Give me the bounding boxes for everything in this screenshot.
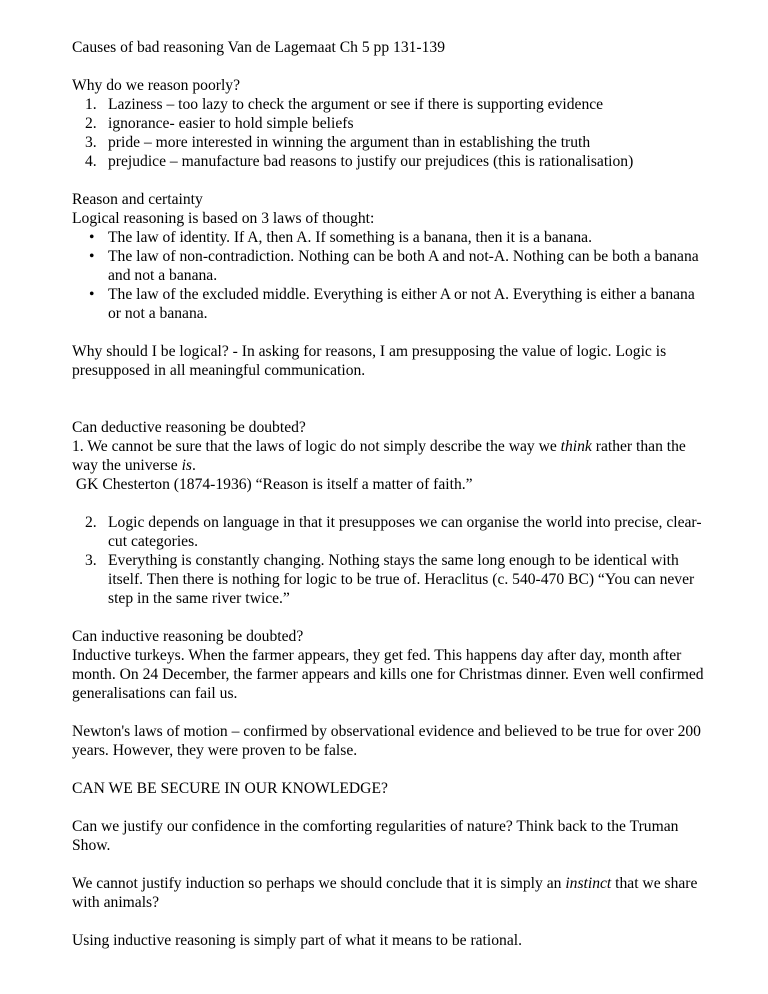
list-item [72,513,704,551]
instinct-paragraph [72,874,704,912]
list-number: 3. [85,134,97,151]
laws-list [72,228,704,323]
list-item [72,133,704,152]
deductive-point-1 [72,437,704,475]
list-item [72,95,704,114]
list-item-text: Logic depends on language in that it presupposes we can organise the world into precise, clear-cut categories. [108,514,702,550]
list-number: 2. [85,514,97,531]
emphasis-is: is [181,457,192,474]
text-run: 1. We cannot be sure that the laws of logic do not simply describe the way we [72,438,561,455]
list-item [72,114,704,133]
list-item-text: Laziness – too lazy to check the argument or see if there is supporting evidence [108,96,604,113]
emphasis-think: think [560,438,592,455]
reason-certainty-heading: Reason and certainty [72,191,203,208]
bullet-icon: • [89,248,95,265]
deductive-heading: Can deductive reasoning be doubted? [72,419,306,436]
why-poorly-list [72,95,704,171]
bullet-icon: • [89,229,95,246]
list-item [72,228,704,247]
list-number: 1. [85,96,97,113]
bullet-icon: • [89,286,95,303]
list-item-text: prejudice – manufacture bad reasons to justify our prejudices (this is rationalisation) [108,153,634,170]
justify-paragraph: Can we justify our confidence in the comforting regularities of nature? Think back to the Truman Show. [72,818,679,854]
list-item-text: The law of the excluded middle. Everything is either A or not A. Everything is either a banana or not a banana. [108,286,695,322]
laws-intro: Logical reasoning is based on 3 laws of thought: [72,210,375,227]
list-item-text: pride – more interested in winning the argument than in establishing the truth [108,134,591,151]
list-item-text: The law of identity. If A, then A. If something is a banana, then it is a banana. [108,229,592,246]
text-run: We cannot justify induction so perhaps we should conclude that it is simply an [72,875,566,892]
inductive-heading: Can inductive reasoning be doubted? [72,628,304,645]
list-number: 2. [85,115,97,132]
deductive-list [72,513,704,608]
why-poorly-heading: Why do we reason poorly? [72,77,241,94]
list-item [72,551,704,608]
list-number: 3. [85,552,97,569]
text-run: . [191,457,196,474]
why-logical-paragraph: Why should I be logical? - In asking for reasons, I am presupposing the value of logic. Logic is presupposed in all meaningful communication. [72,343,667,379]
chesterton-quote: GK Chesterton (1874-1936) “Reason is itself a matter of faith.” [72,476,473,493]
document-page [72,38,704,950]
secure-heading: CAN WE BE SECURE IN OUR KNOWLEDGE? [72,780,388,797]
document-title: Causes of bad reasoning Van de Lagemaat Ch 5 pp 131-139 [72,39,446,56]
list-item [72,152,704,171]
list-item [72,285,704,323]
list-item-text: Everything is constantly changing. Nothing stays the same long enough to be identical with itself. Then there is nothing for logic to be true of. Heraclitus (c. 540-470 BC) “You can never step in the same river twice.” [108,552,695,607]
newton-paragraph: Newton's laws of motion – confirmed by observational evidence and believed to be true for over 200 years. However, they were proven to be false. [72,723,701,759]
list-item-text: ignorance- easier to hold simple beliefs [108,115,354,132]
emphasis-instinct: instinct [565,875,612,892]
list-item [72,247,704,285]
list-number: 4. [85,153,97,170]
text-run: that we share with animals? [72,875,698,911]
text-run: rather than the way the universe [72,438,686,474]
inductive-turkeys-paragraph: Inductive turkeys. When the farmer appears, they get fed. This happens day after day, month after month. On 24 December, the farmer appears and kills one for Christmas dinner. Even well confirmed generalisations can fail us. [72,647,704,702]
rational-paragraph: Using inductive reasoning is simply part of what it means to be rational. [72,932,522,949]
list-item-text: The law of non-contradiction. Nothing can be both A and not-A. Nothing can be both a banana and not a banana. [108,248,699,284]
